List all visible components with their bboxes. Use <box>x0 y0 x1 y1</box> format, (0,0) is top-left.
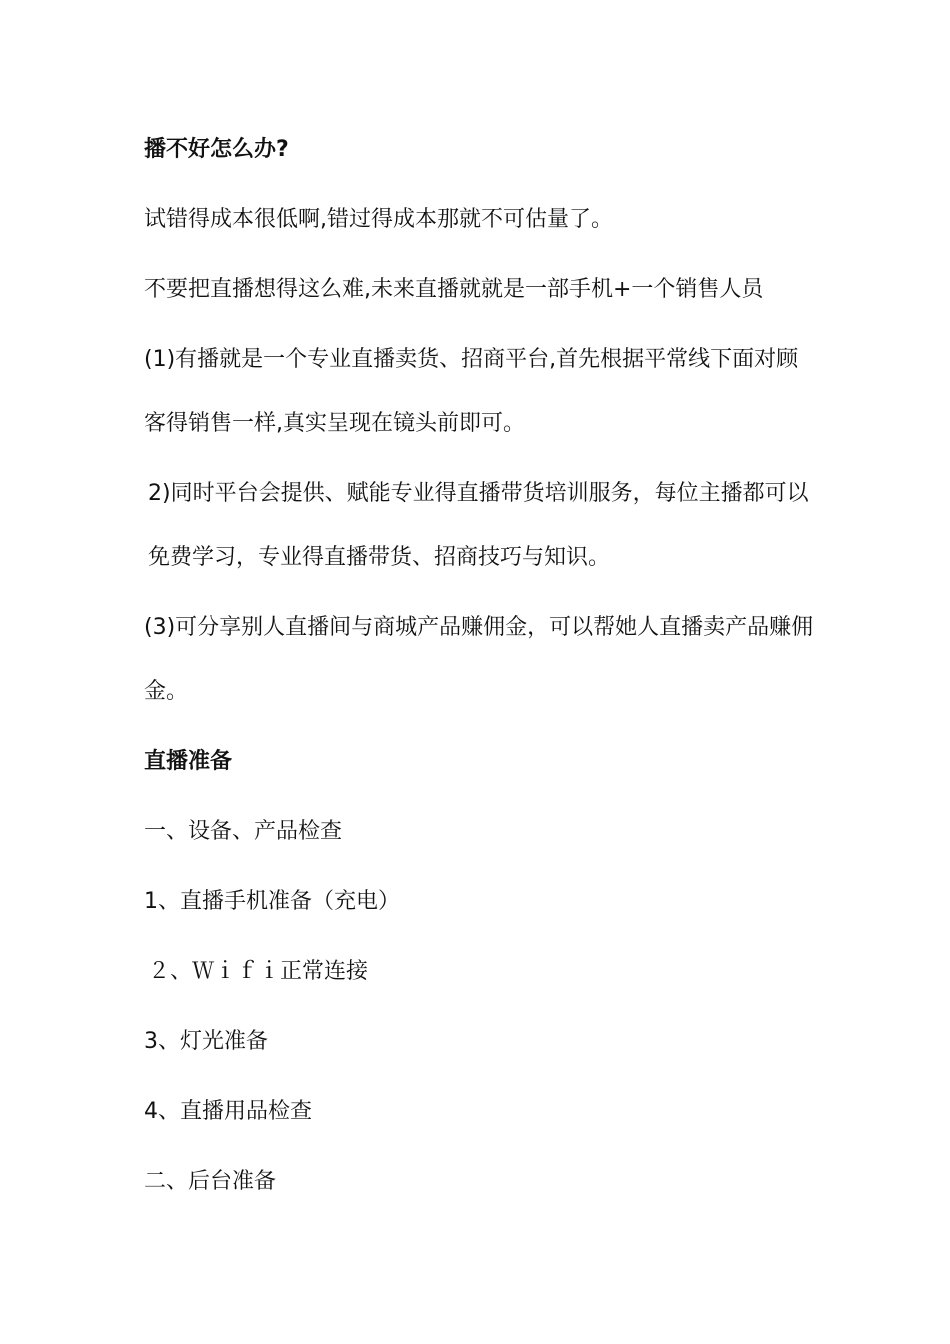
paragraph-trial-cost: 试错得成本很低啊,错过得成本那就不可估量了。 <box>144 207 613 232</box>
paragraph-future-live: 不要把直播想得这么难,未来直播就就是一部手机+一个销售人员 <box>144 277 764 302</box>
list-item-equipment-check: 一、设备、产品检查 <box>144 819 343 844</box>
list-item-lighting: 3、灯光准备 <box>144 1029 268 1054</box>
paragraph-point-1: (1)有播就是一个专业直播卖货、招商平台,首先根据平常线下面对顾客得销售一样,真实呈现在镜头前即可。 <box>144 347 799 436</box>
list-item-wifi: ２、Ｗｉｆｉ正常连接 <box>148 959 369 984</box>
paragraph-point-2: 2)同时平台会提供、赋能专业得直播带货培训服务，每位主播都可以免费学习，专业得直播带货、招商技巧与知识。 <box>148 481 809 570</box>
section-heading-live-prep: 直播准备 <box>144 749 233 774</box>
paragraph-point-3: (3)可分享别人直播间与商城产品赚佣金，可以帮她人直播卖产品赚佣金。 <box>144 615 814 704</box>
list-item-phone-prep: 1、直播手机准备（充电） <box>144 889 400 914</box>
list-item-backend-prep: 二、后台准备 <box>144 1169 277 1194</box>
section-heading-bad-broadcast: 播不好怎么办? <box>144 137 289 162</box>
list-item-supplies: 4、直播用品检查 <box>144 1099 312 1124</box>
document-body <box>144 130 814 1232</box>
